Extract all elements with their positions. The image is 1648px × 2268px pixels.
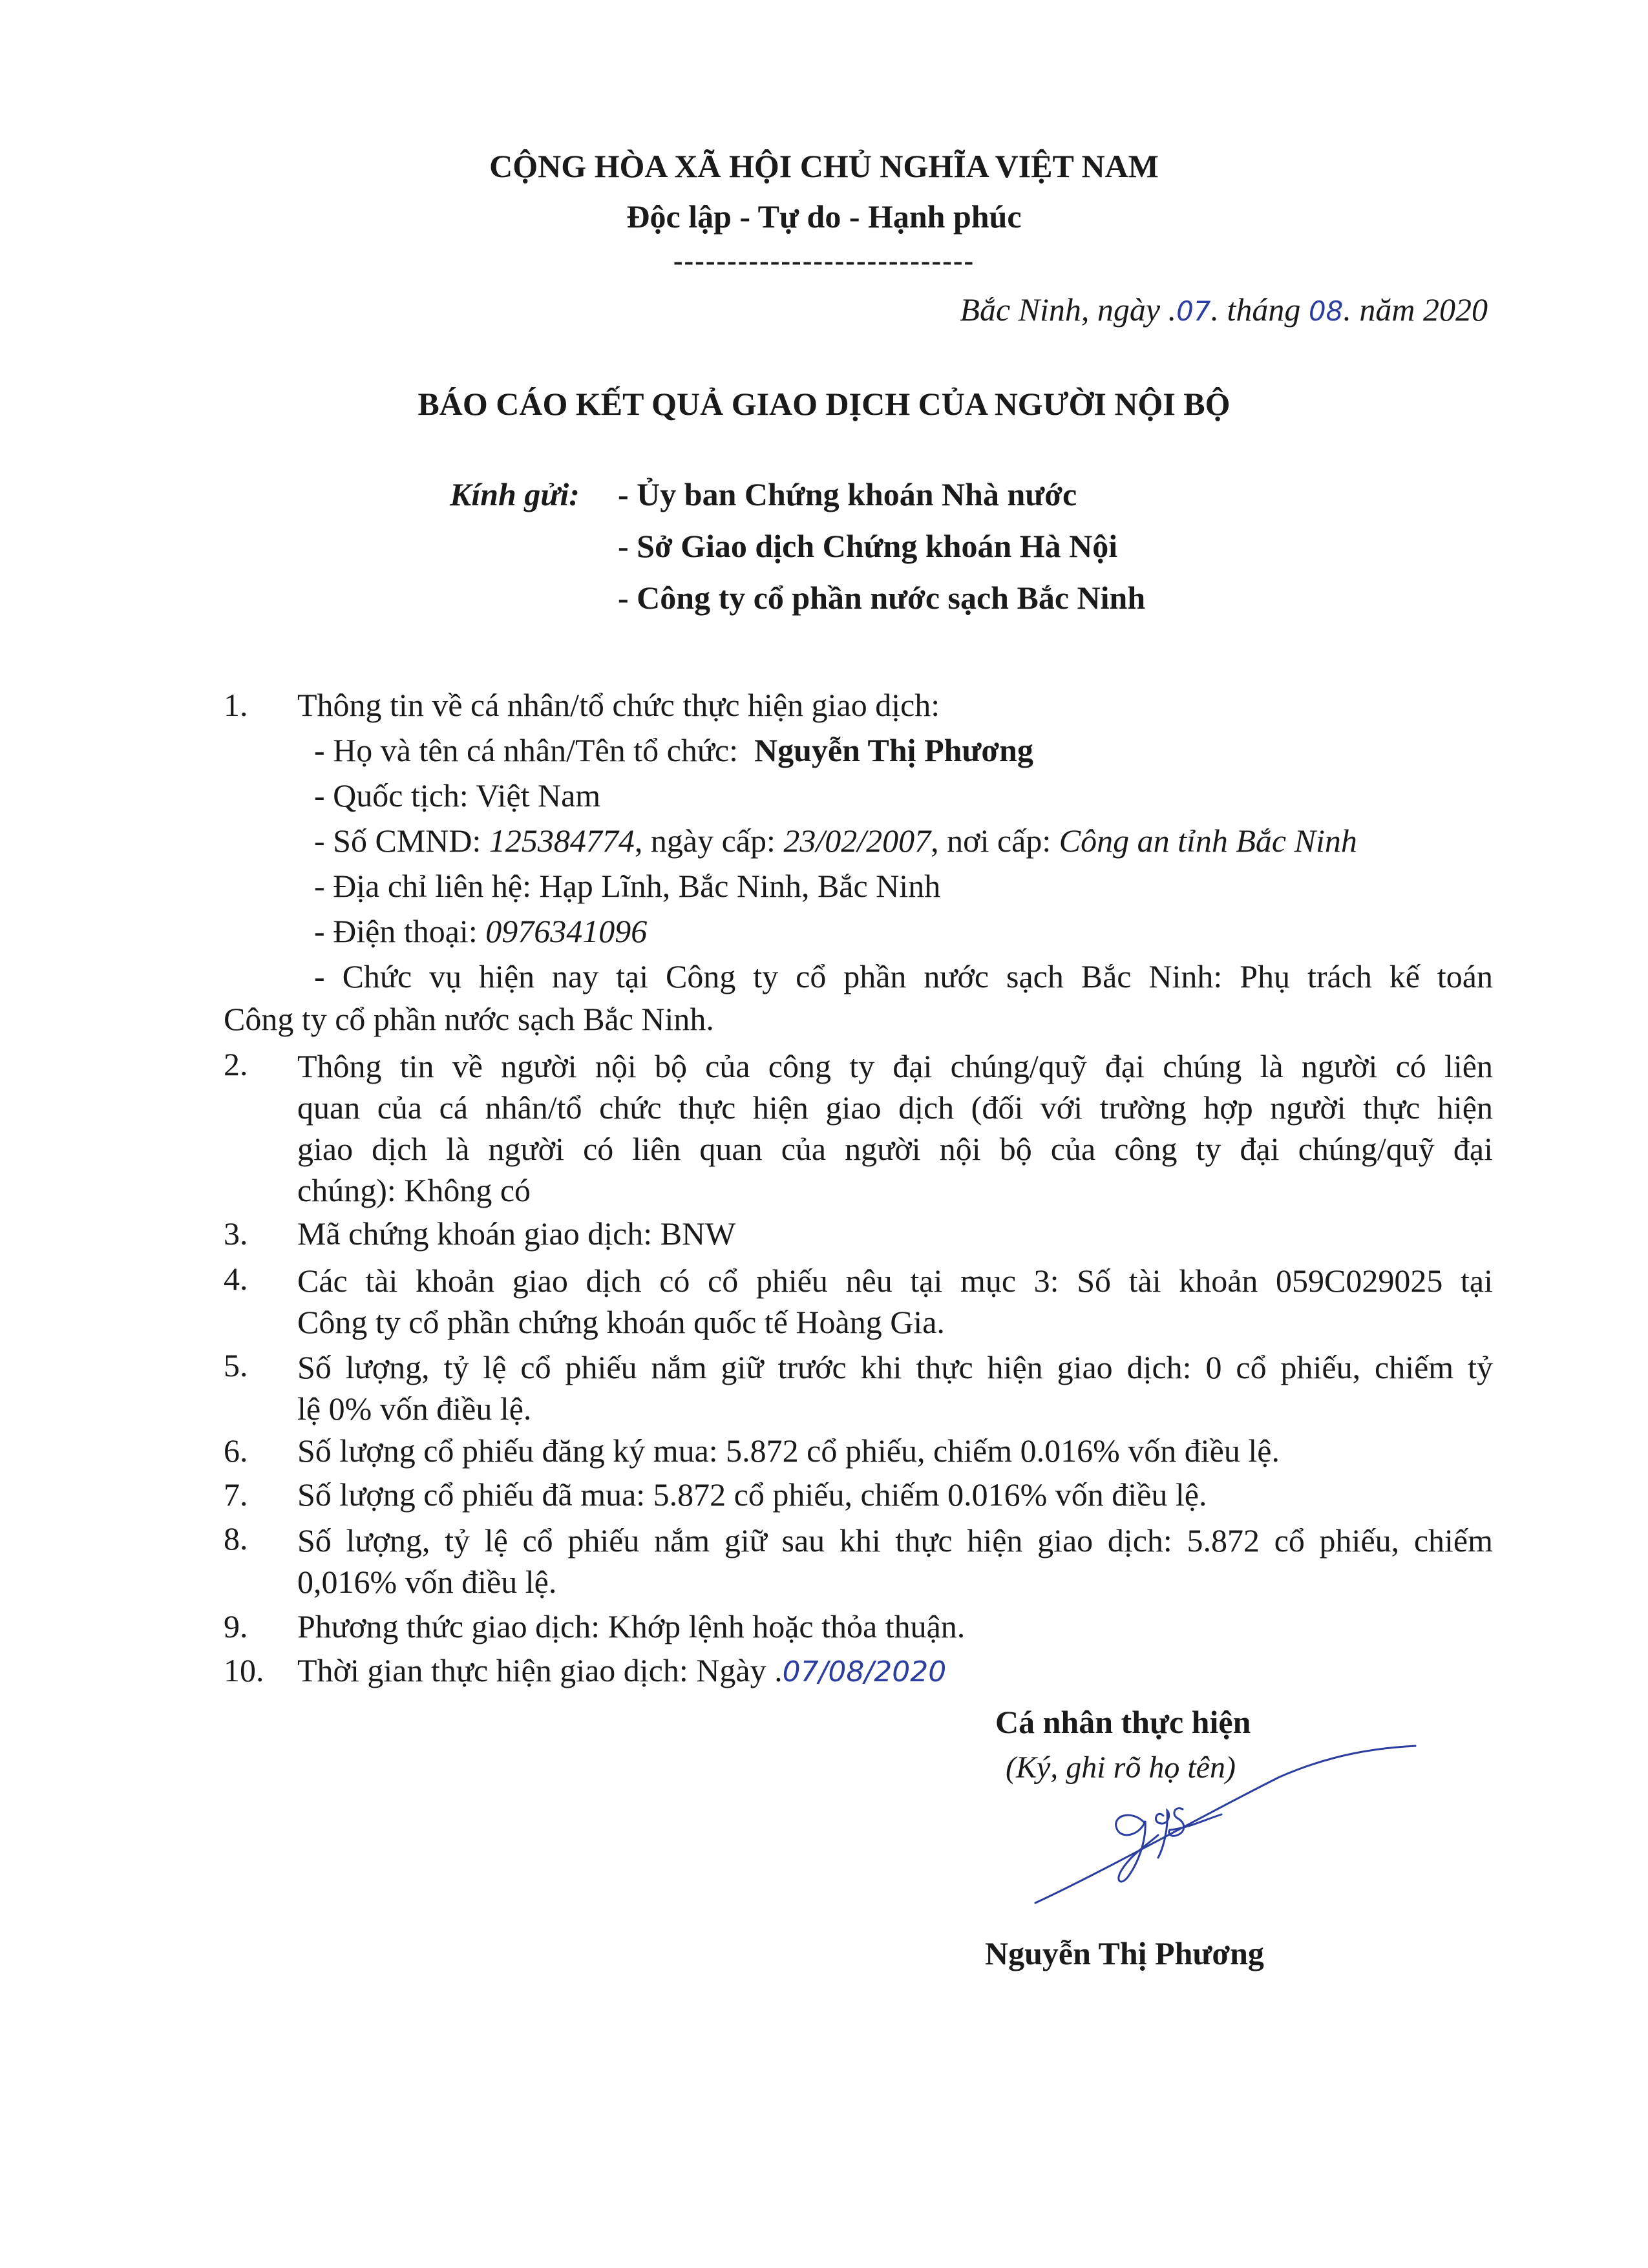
phone-label: - Điện thoại: (314, 913, 486, 949)
recipients-label: Kính gửi: (450, 476, 580, 512)
document-title: BÁO CÁO KẾT QUẢ GIAO DỊCH CỦA NGƯỜI NỘI BỘ (417, 386, 1231, 422)
date-year-label: . năm 2020 (1343, 291, 1488, 328)
item-number: 2. (224, 1046, 248, 1082)
id-label: - Số CMND: (314, 823, 489, 859)
date-prefix: Bắc Ninh, ngày . (960, 291, 1177, 328)
id-place-label: , nơi cấp: (931, 823, 1059, 859)
recipient-item: - Công ty cổ phần nước sạch Bắc Ninh (618, 580, 1146, 616)
phone-line (314, 912, 647, 950)
item-line: Thông tin về người nội bộ của công ty đại chúng/quỹ đại chúng là người có liên (297, 1048, 1493, 1084)
item-line: lệ 0% vốn điều lệ. (297, 1391, 532, 1427)
id-date-label: , ngày cấp: (634, 823, 784, 859)
item-line: giao dịch là người có liên quan của người nội bộ của công ty đại chúng/quỹ đại (297, 1131, 1493, 1167)
item-text (297, 1260, 1493, 1343)
recipient-item: - Ủy ban Chứng khoán Nhà nước (618, 476, 1077, 512)
signature-note: (Ký, ghi rõ họ tên) (1006, 1750, 1236, 1785)
header-divider: ---------------------------- (673, 245, 975, 277)
position-line (314, 958, 1493, 995)
id-value: 125384774 (489, 823, 635, 859)
nationality-line: - Quốc tịch: Việt Nam (314, 777, 601, 814)
motto: Độc lập - Tự do - Hạnh phúc (626, 198, 1022, 235)
item-text: Số lượng cổ phiếu đăng ký mua: 5.872 cổ phiếu, chiếm 0.016% vốn điều lệ. (297, 1433, 1280, 1469)
phone-value: 0976341096 (485, 913, 648, 949)
item-number: 10. (224, 1652, 264, 1688)
date-line (960, 291, 1488, 328)
item-number: 7. (224, 1476, 248, 1513)
country-heading: CỘNG HÒA XÃ HỘI CHỦ NGHĨA VIỆT NAM (489, 148, 1159, 184)
id-date-value: 23/02/2007 (783, 823, 931, 859)
item-text (297, 1520, 1493, 1602)
item10-label: Thời gian thực hiện giao dịch: Ngày . (297, 1652, 783, 1688)
item-line: Số lượng, tỷ lệ cổ phiếu nắm giữ sau khi thực hiện giao dịch: 5.872 cổ phiếu, chiếm (297, 1522, 1493, 1559)
id-line (314, 822, 1357, 859)
id-place-value: Công an tỉnh Bắc Ninh (1059, 823, 1357, 859)
item10-line (297, 1652, 946, 1689)
signature-scribble (1008, 1738, 1428, 1913)
item-text: Phương thức giao dịch: Khớp lệnh hoặc thỏa thuận. (297, 1608, 966, 1644)
item-number: 9. (224, 1608, 248, 1644)
name-line (314, 731, 1033, 769)
item-text: Số lượng cổ phiếu đã mua: 5.872 cổ phiếu, chiếm 0.016% vốn điều lệ. (297, 1476, 1207, 1513)
signatory-name: Nguyễn Thị Phương (985, 1935, 1264, 1971)
item-text (297, 1045, 1493, 1211)
item-number: 8. (224, 1520, 248, 1557)
date-day-handwritten: 07 (1176, 295, 1211, 327)
item-line: quan của cá nhân/tổ chức thực hiện giao dịch (đối với trường hợp người thực hiện (297, 1089, 1493, 1126)
item-line: chúng): Không có (297, 1172, 531, 1208)
item-number: 6. (224, 1433, 248, 1469)
name-value: Nguyễn Thị Phương (754, 732, 1033, 768)
item-text (297, 1347, 1493, 1429)
item-line: Các tài khoản giao dịch có cổ phiếu nêu tại mục 3: Số tài khoản 059C029025 tại (297, 1263, 1493, 1299)
name-label: - Họ và tên cá nhân/Tên tổ chức: (314, 732, 739, 768)
item-line: 0,016% vốn điều lệ. (297, 1564, 557, 1600)
item-text: Mã chứng khoán giao dịch: BNW (297, 1215, 736, 1252)
item-number: 1. (224, 687, 248, 723)
position-line-continued: Công ty cổ phần nước sạch Bắc Ninh. (224, 1001, 714, 1037)
item-line: Số lượng, tỷ lệ cổ phiếu nắm giữ trước khi thực hiện giao dịch: 0 cổ phiếu, chiếm tỷ (297, 1349, 1493, 1385)
item-number: 5. (224, 1347, 248, 1383)
position-text: - Chức vụ hiện nay tại Công ty cổ phần nước sạch Bắc Ninh: Phụ trách kế toán (314, 958, 1493, 994)
section1-heading: Thông tin về cá nhân/tổ chức thực hiện giao dịch: (297, 687, 940, 723)
date-month-label: . tháng (1210, 291, 1309, 328)
item-number: 3. (224, 1215, 248, 1252)
recipient-item: - Sở Giao dịch Chứng khoán Hà Nội (618, 528, 1118, 564)
item-line: Công ty cổ phần chứng khoán quốc tế Hoàng Gia. (297, 1304, 945, 1340)
date-month-handwritten: 08 (1308, 295, 1344, 327)
address-line: - Địa chỉ liên hệ: Hạp Lĩnh, Bắc Ninh, Bắc Ninh (314, 868, 941, 904)
signature-title: Cá nhân thực hiện (995, 1704, 1251, 1740)
item10-date-handwritten: 07/08/2020 (782, 1655, 947, 1688)
item-number: 4. (224, 1261, 248, 1297)
